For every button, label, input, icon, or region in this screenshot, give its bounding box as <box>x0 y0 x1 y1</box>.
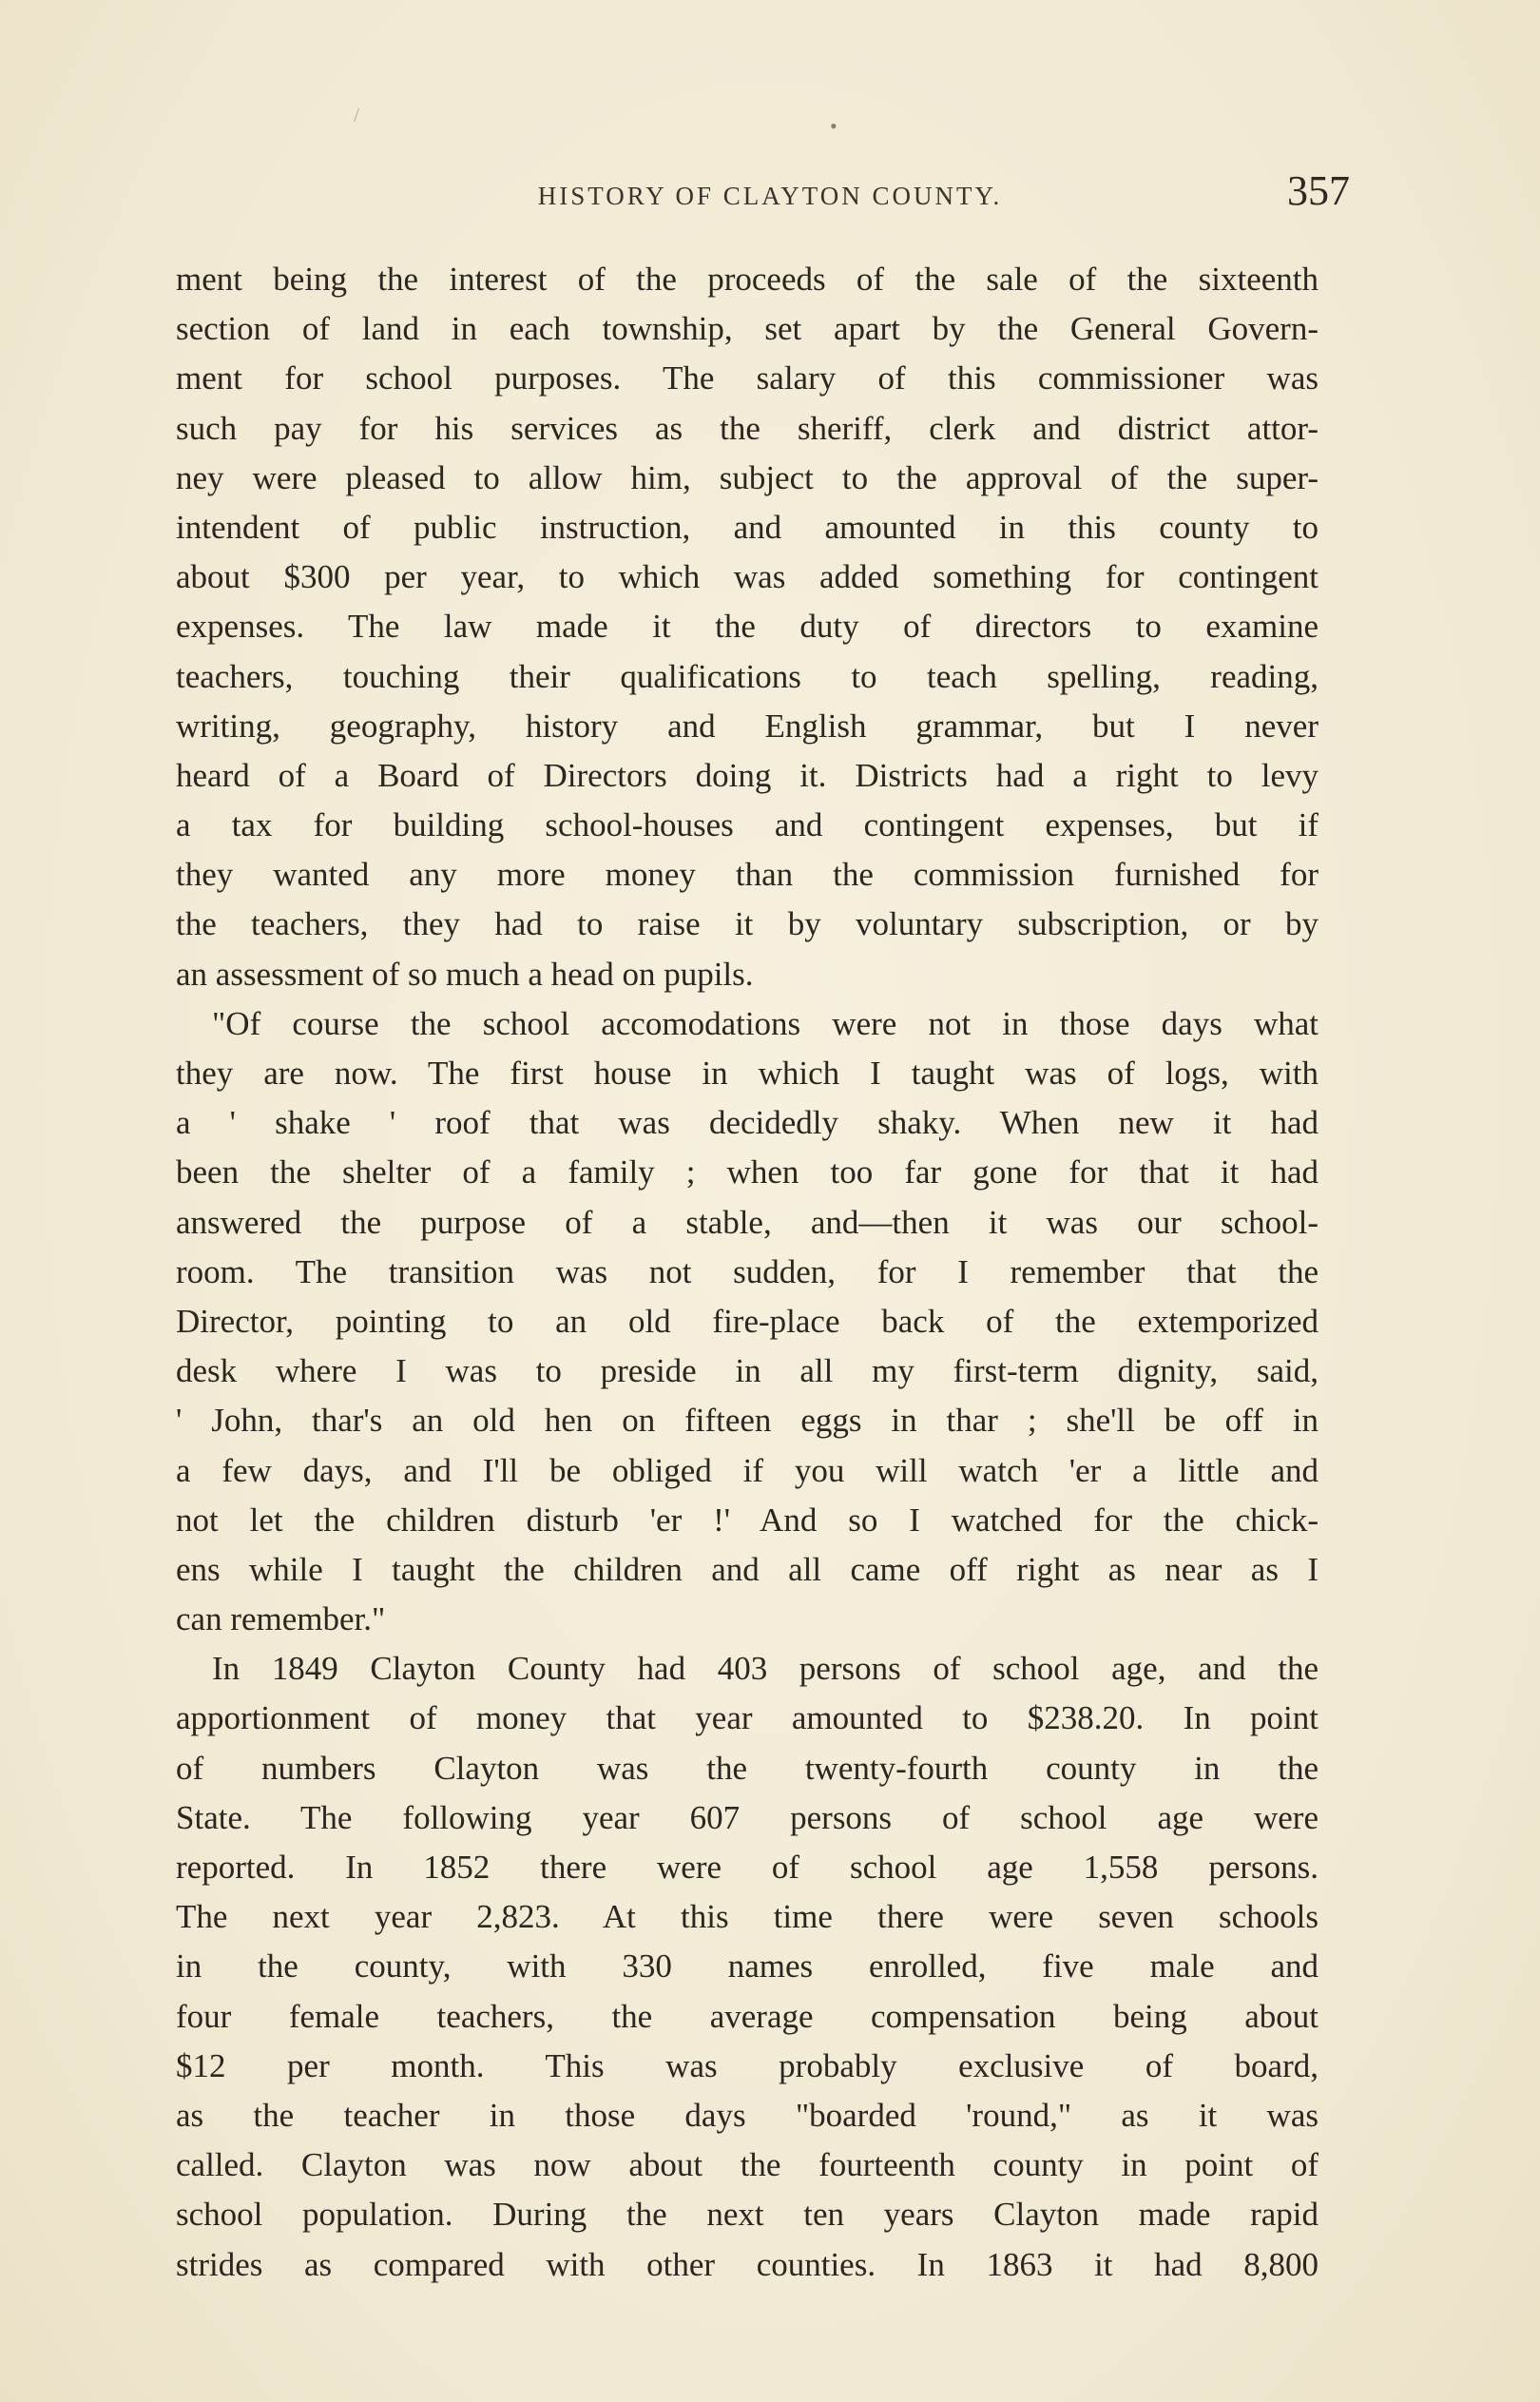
text-line-7: about $300 per year, to which was added something for contingent <box>176 558 1319 596</box>
text-line-34: The next year 2,823. At this time there were seven schools <box>176 1898 1319 1936</box>
text-line-31: of numbers Clayton was the twenty-fourth county in the <box>176 1749 1319 1787</box>
text-line-21: room. The transition was not sudden, for I remember that the <box>176 1252 1319 1290</box>
text-line-4: such pay for his services as the sheriff, clerk and district attor- <box>176 409 1319 447</box>
text-line-24: ' John, thar's an old hen on fifteen eggs in thar ; she'll be off in <box>176 1402 1319 1440</box>
text-line-40: school population. During the next ten years Clayton made rapid <box>176 2196 1319 2234</box>
text-line-22: Director, pointing to an old fire-place back of the extemporized <box>176 1302 1319 1340</box>
text-line-26: not let the children disturb 'er !' And so I watched for the chick- <box>176 1501 1319 1539</box>
text-line-11: heard of a Board of Directors doing it. Districts had a right to levy <box>176 756 1319 794</box>
text-line-36: four female teachers, the average compensation being about <box>176 1997 1319 2035</box>
text-line-16: "Of course the school accomodations were not in those days what <box>212 1004 1319 1042</box>
text-line-15: an assessment of so much a head on pupils. <box>176 955 754 993</box>
text-line-3: ment for school purposes. The salary of this commissioner was <box>176 359 1319 397</box>
body-text <box>176 255 1319 2290</box>
text-line-28: can remember." <box>176 1600 386 1638</box>
text-line-37: $12 per month. This was probably exclusive of board, <box>176 2046 1319 2084</box>
text-line-32: State. The following year 607 persons of school age were <box>176 1798 1319 1836</box>
text-line-29: In 1849 Clayton County had 403 persons of school age, and the <box>212 1650 1319 1688</box>
text-line-33: reported. In 1852 there were of school age 1,558 persons. <box>176 1849 1319 1886</box>
text-line-9: teachers, touching their qualifications to teach spelling, reading, <box>176 657 1319 695</box>
text-line-23: desk where I was to preside in all my first-term dignity, said, <box>176 1352 1319 1390</box>
text-line-38: as the teacher in those days "boarded 'round," as it was <box>176 2096 1319 2134</box>
text-line-41: strides as compared with other counties. In 1863 it had 8,800 <box>176 2245 1319 2283</box>
text-line-19: been the shelter of a family ; when too far gone for that it had <box>176 1153 1319 1191</box>
running-head: HISTORY OF CLAYTON COUNTY. <box>537 182 1003 210</box>
text-line-12: a tax for building school-houses and contingent expenses, but if <box>176 806 1319 844</box>
text-line-8: expenses. The law made it the duty of directors to examine <box>176 608 1319 646</box>
page-header <box>190 166 1350 223</box>
text-line-10: writing, geography, history and English grammar, but I never <box>176 707 1319 745</box>
text-line-1: ment being the interest of the proceeds of the sale of the sixteenth <box>176 261 1319 298</box>
text-line-6: intendent of public instruction, and amounted in this county to <box>176 508 1319 546</box>
text-line-35: in the county, with 330 names enrolled, five male and <box>176 1947 1319 1986</box>
text-line-13: they wanted any more money than the commission furnished for <box>176 856 1319 894</box>
text-line-25: a few days, and I'll be obliged if you will watch 'er a little and <box>176 1451 1319 1489</box>
margin-dot-mark: • <box>830 114 837 138</box>
text-line-20: answered the purpose of a stable, and—then it was our school- <box>176 1203 1319 1241</box>
text-line-2: section of land in each township, set apart by the General Govern- <box>176 310 1319 348</box>
margin-tick-mark: / <box>354 103 360 126</box>
text-line-39: called. Clayton was now about the fourteenth county in point of <box>176 2146 1319 2184</box>
page-number: 357 <box>1287 167 1350 214</box>
text-line-14: the teachers, they had to raise it by voluntary subscription, or by <box>176 905 1319 943</box>
text-line-5: ney were pleased to allow him, subject to the approval of the super- <box>176 458 1319 496</box>
text-line-18: a ' shake ' roof that was decidedly shaky. When new it had <box>176 1104 1319 1142</box>
text-line-30: apportionment of money that year amounted to $238.20. In point <box>176 1699 1319 1737</box>
text-line-27: ens while I taught the children and all came off right as near as I <box>176 1550 1319 1588</box>
text-line-17: they are now. The first house in which I taught was of logs, with <box>176 1055 1319 1092</box>
